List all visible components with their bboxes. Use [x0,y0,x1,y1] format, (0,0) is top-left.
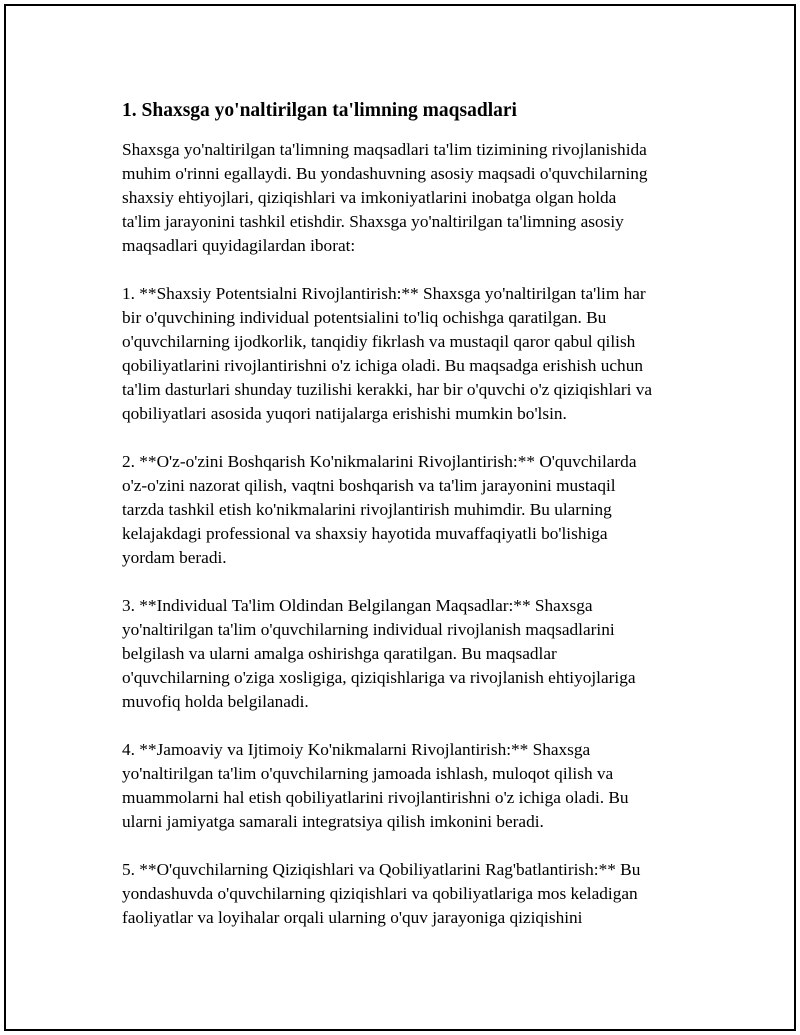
text-line: shaxsiy ehtiyojlari, qiziqishlari va imkoniyatlarini inobatga olgan holda [122,188,617,207]
list-item-3 [122,594,702,714]
text-line: tarzda tashkil etish ko'nikmalarini rivojlantirish muhimdir. Bu ularning [122,500,612,519]
intro-paragraph [122,138,702,258]
list-item-2 [122,450,702,570]
text-line: o'quvchilarning ijodkorlik, tanqidiy fikrlash va mustaqil qaror qabul qilish [122,332,636,351]
list-item-4 [122,738,702,834]
text-line: 1. **Shaxsiy Potentsialni Rivojlantirish:** Shaxsga yo'naltirilgan ta'lim har [122,284,646,303]
text-line: muhim o'rinni egallaydi. Bu yondashuvning asosiy maqsadi o'quvchilarning [122,164,648,183]
text-line: 2. **O'z-o'zini Boshqarish Ko'nikmalarini Rivojlantirish:** O'quvchilarda [122,452,637,471]
list-item-1 [122,282,702,426]
text-line: 5. **O'quvchilarning Qiziqishlari va Qobiliyatlarini Rag'batlantirish:** Bu [122,860,641,879]
text-line: 4. **Jamoaviy va Ijtimoiy Ko'nikmalarni Rivojlantirish:** Shaxsga [122,740,591,759]
text-line: bir o'quvchining individual potentsialini to'liq ochishga qaratilgan. Bu [122,308,607,327]
text-line: muvofiq holda belgilanadi. [122,692,309,711]
text-line: o'quvchilarning o'ziga xosligiga, qiziqishlariga va rivojlanish ehtiyojlariga [122,668,636,687]
text-line: belgilash va ularni amalga oshirishga qaratilgan. Bu maqsadlar [122,644,557,663]
list-item-5 [122,858,702,930]
text-line: kelajakdagi professional va shaxsiy hayotida muvaffaqiyatli bo'lishiga [122,524,608,543]
text-line: ta'lim jarayonini tashkil etishdir. Shaxsga yo'naltirilgan ta'limning asosiy [122,212,624,231]
text-line: qobiliyatlari asosida yuqori natijalarga erishishi mumkin bo'lsin. [122,404,567,423]
text-line: faoliyatlar va loyihalar orqali ularning o'quv jarayoniga qiziqishini [122,908,583,927]
document-body [122,98,702,954]
text-line: 3. **Individual Ta'lim Oldindan Belgilangan Maqsadlar:** Shaxsga [122,596,593,615]
text-line: muammolarni hal etish qobiliyatlarini rivojlantirishni o'z ichiga oladi. Bu [122,788,629,807]
text-line: maqsadlari quyidagilardan iborat: [122,236,356,255]
text-line: yordam beradi. [122,548,227,567]
text-line: qobiliyatlarini rivojlantirishni o'z ichiga oladi. Bu maqsadga erishish uchun [122,356,643,375]
text-line: yo'naltirilgan ta'lim o'quvchilarning jamoada ishlash, muloqot qilish va [122,764,614,783]
text-line: ularni jamiyatga samarali integratsiya qilish imkonini beradi. [122,812,544,831]
text-line: yo'naltirilgan ta'lim o'quvchilarning individual rivojlanish maqsadlarini [122,620,615,639]
section-heading: 1. Shaxsga yo'naltirilgan ta'limning maqsadlari [122,100,517,121]
text-line: Shaxsga yo'naltirilgan ta'limning maqsadlari ta'lim tizimining rivojlanishida [122,140,647,159]
text-line: o'z-o'zini nazorat qilish, vaqtni boshqarish va ta'lim jarayonini mustaqil [122,476,616,495]
text-line: yondashuvda o'quvchilarning qiziqishlari va qobiliyatlariga mos keladigan [122,884,638,903]
page-frame [4,4,796,1031]
text-line: ta'lim dasturlari shunday tuzilishi kerakki, har bir o'quvchi o'z qiziqishlari va [122,380,653,399]
